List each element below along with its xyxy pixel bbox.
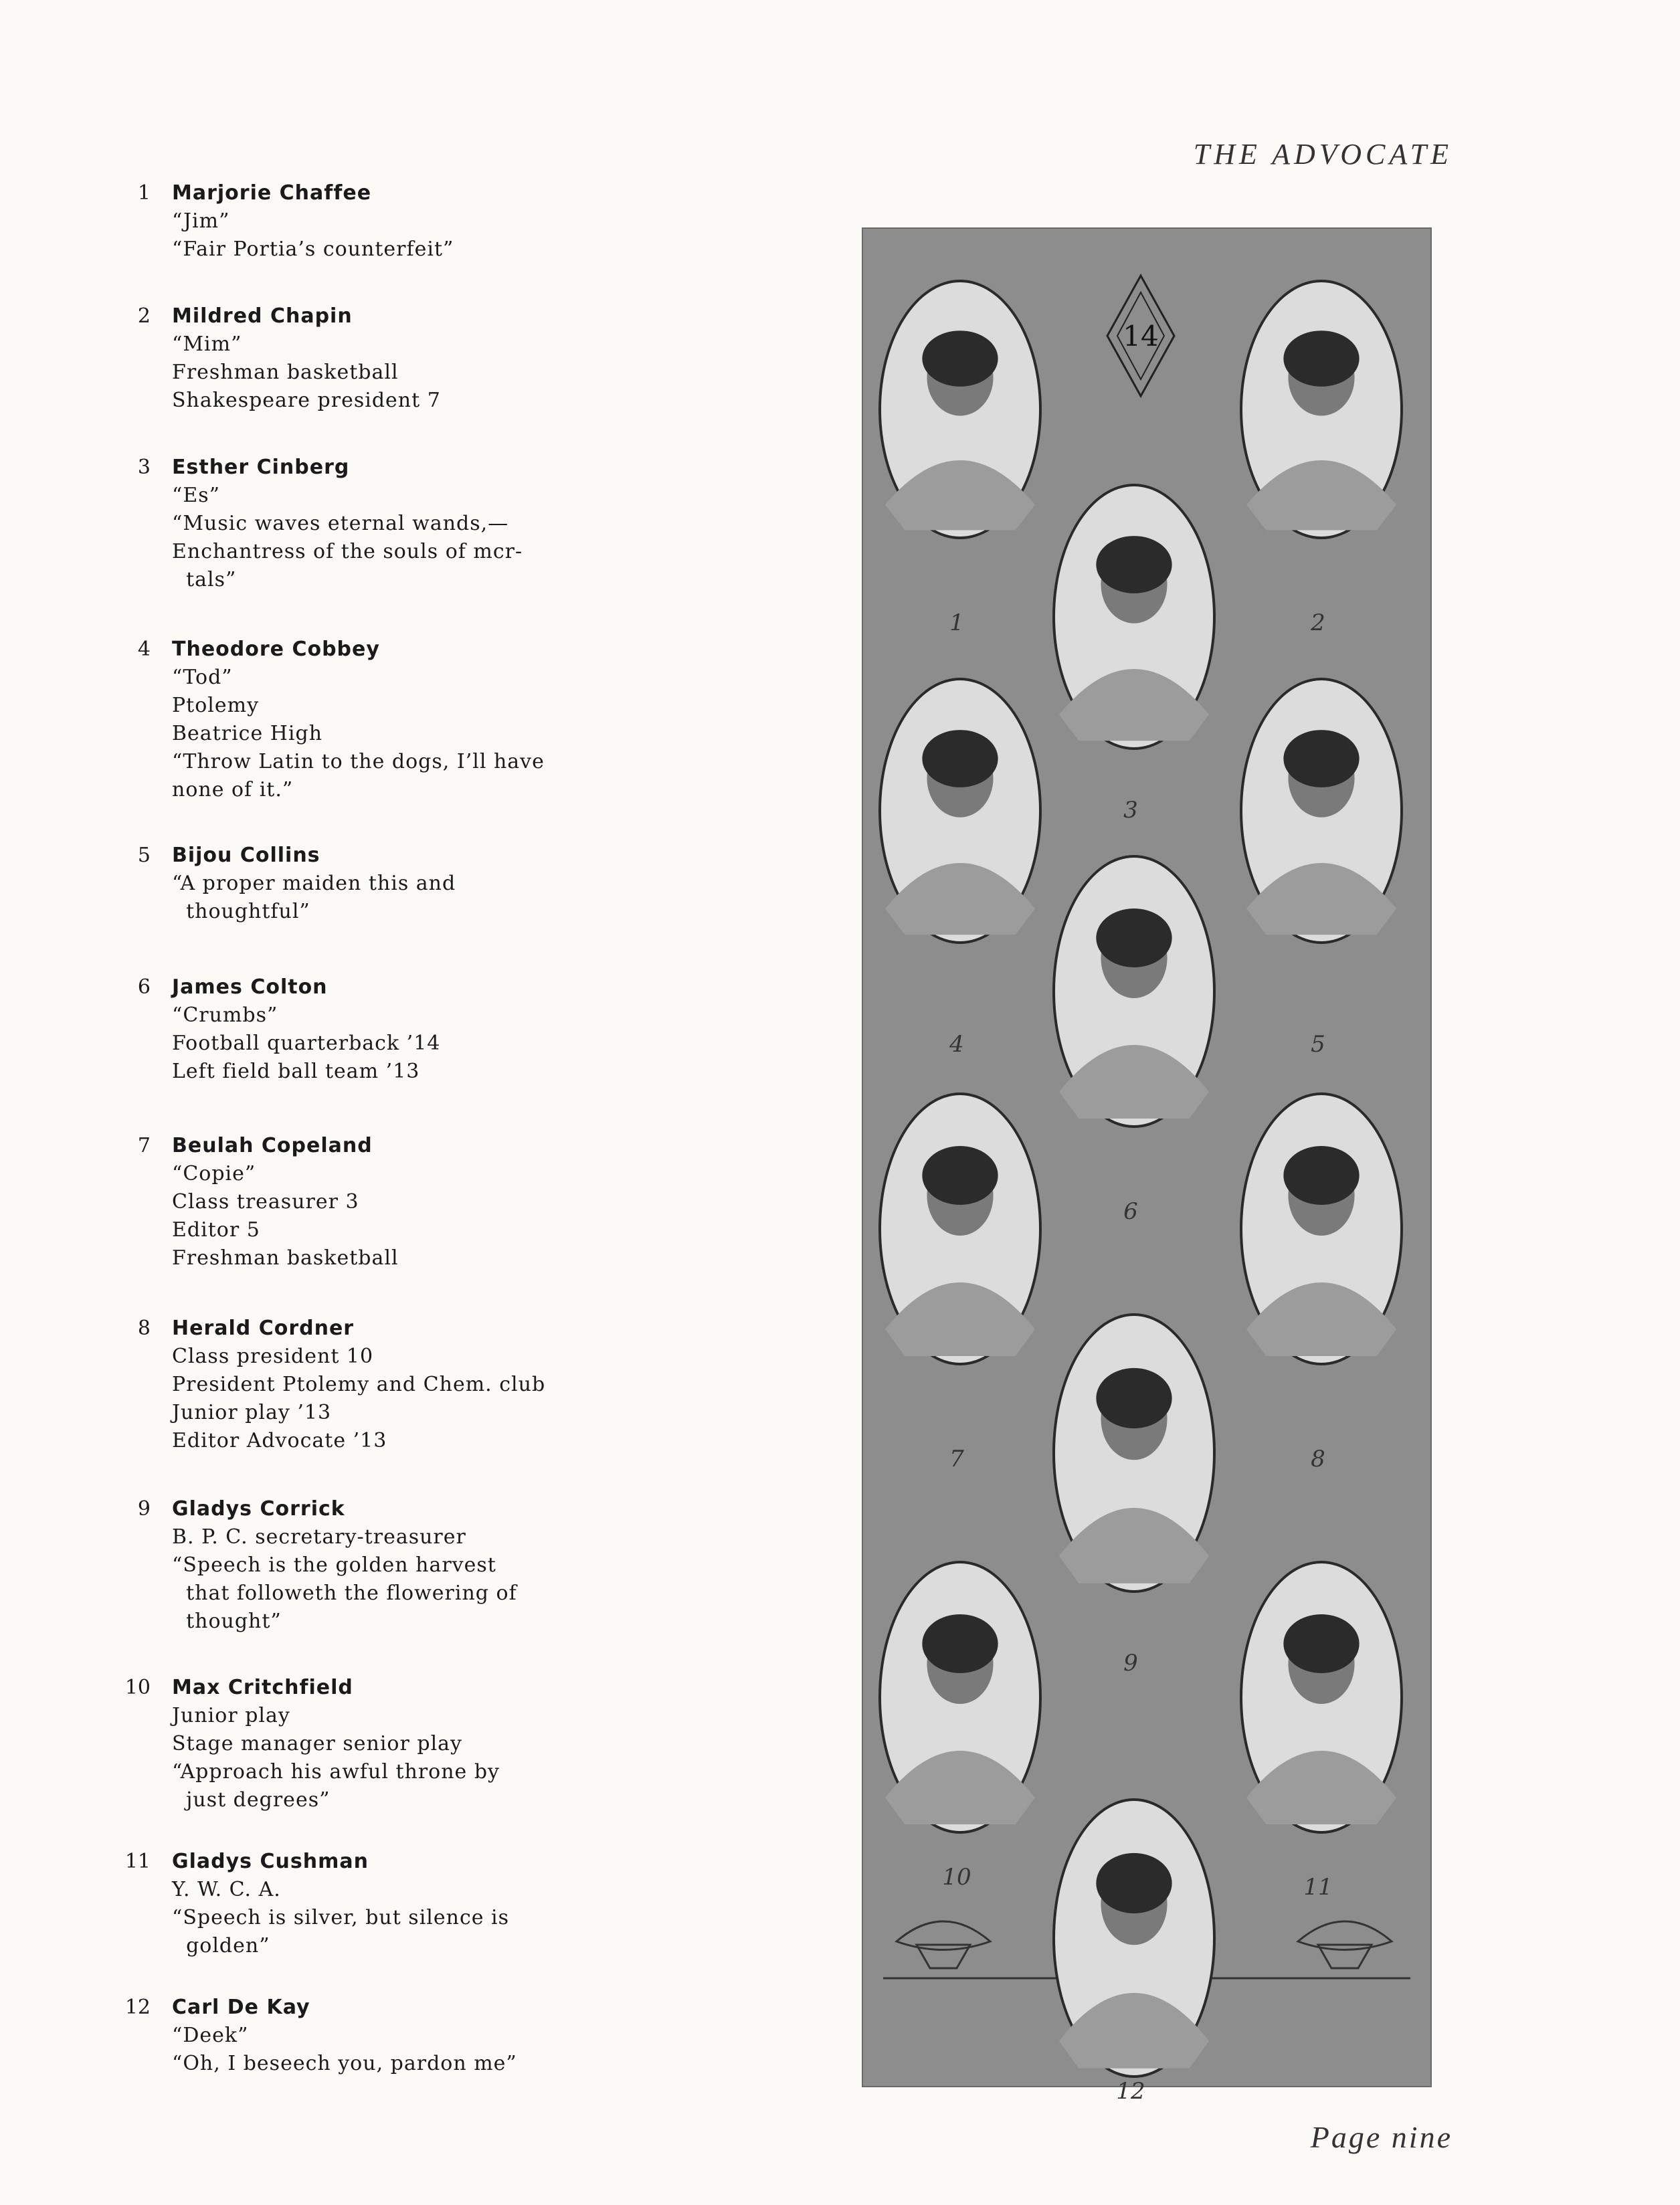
entry-number: 3 <box>137 456 151 479</box>
entry-name: Carl De Kay <box>172 1996 310 2019</box>
entry-detail-line: Junior play ’13 <box>172 1401 332 1424</box>
entry-detail-line: Y. W. C. A. <box>172 1878 281 1901</box>
portrait-12 <box>1052 1798 1216 2078</box>
entry-3 <box>117 454 559 594</box>
portrait-label: 4 <box>949 1031 964 1058</box>
entry-number: 10 <box>124 1676 151 1699</box>
entry-detail-line: just degrees” <box>172 1788 331 1812</box>
entry-11 <box>117 1848 559 1960</box>
entry-number: 11 <box>124 1850 151 1873</box>
entry-detail-line: Editor Advocate ’13 <box>172 1429 387 1452</box>
entry-detail-line: Ptolemy <box>172 694 260 717</box>
entry-name: Esther Cinberg <box>172 456 350 479</box>
entry-5 <box>117 842 559 926</box>
entry-number: 8 <box>137 1317 151 1340</box>
portrait-4 <box>878 678 1042 944</box>
entry-detail-line: “Es” <box>172 484 220 507</box>
entry-detail-line: Freshman basketball <box>172 1246 399 1270</box>
entry-number: 12 <box>124 1996 151 2019</box>
portrait-label: 12 <box>1116 2078 1145 2105</box>
collage-svg <box>863 229 1430 2105</box>
entry-detail-line: tals” <box>172 568 237 591</box>
entry-name: Theodore Cobbey <box>172 638 380 661</box>
entry-detail-line: “Copie” <box>172 1162 256 1185</box>
portrait-9 <box>1052 1313 1216 1593</box>
entry-detail-line: “Fair Portia’s counterfeit” <box>172 237 454 261</box>
entry-name: Herald Cordner <box>172 1317 355 1340</box>
entry-detail-line: President Ptolemy and Chem. club <box>172 1373 546 1396</box>
portrait-3 <box>1052 484 1216 750</box>
lamp-ornament-icon <box>897 1921 990 1978</box>
portrait-collage <box>862 227 1432 2105</box>
portrait-label: 3 <box>1123 797 1138 824</box>
entry-name: Gladys Cushman <box>172 1850 369 1873</box>
entry-name: Bijou Collins <box>172 844 320 867</box>
portrait-label: 1 <box>949 609 964 636</box>
entry-number: 9 <box>137 1497 151 1521</box>
entry-detail-line: Class president 10 <box>172 1345 374 1368</box>
entry-detail-line: “Deek” <box>172 2024 249 2047</box>
portrait-label: 11 <box>1303 1874 1333 1901</box>
entry-detail-line: golden” <box>172 1934 270 1957</box>
entry-detail-line: that followeth the flowering of <box>172 1581 517 1605</box>
portrait-label: 2 <box>1311 609 1325 636</box>
entry-10 <box>117 1674 559 1814</box>
portrait-label: 5 <box>1311 1031 1325 1058</box>
portrait-11 <box>1240 1561 1403 1834</box>
entry-detail-line: none of it.” <box>172 778 294 801</box>
entry-detail-line: “Crumbs” <box>172 1003 278 1027</box>
entry-name: Beulah Copeland <box>172 1134 373 1157</box>
portrait-label: 8 <box>1311 1446 1325 1472</box>
entry-detail-line: Editor 5 <box>172 1218 260 1242</box>
entry-detail-line: Left field ball team ’13 <box>172 1060 420 1083</box>
entry-detail-line: “Speech is silver, but silence is <box>172 1906 510 1929</box>
emblem-text: 14 <box>1123 320 1159 353</box>
entry-7 <box>117 1132 559 1272</box>
page-number: Page nine <box>1310 2120 1453 2154</box>
entry-name: James Colton <box>172 975 328 999</box>
entry-6 <box>117 973 559 1086</box>
lamp-ornament-icon <box>1298 1921 1392 1978</box>
entry-4 <box>117 636 559 804</box>
portrait-2 <box>1240 280 1403 539</box>
portrait-7 <box>878 1092 1042 1365</box>
entry-detail-line: Stage manager senior play <box>172 1732 462 1755</box>
entry-12 <box>117 1994 559 2078</box>
portrait-label: 10 <box>942 1864 971 1891</box>
portrait-label: 7 <box>949 1446 964 1472</box>
entry-detail-line: B. P. C. secretary-treasurer <box>172 1525 466 1549</box>
entry-number: 6 <box>137 975 151 999</box>
entry-name: Max Critchfield <box>172 1676 353 1699</box>
entry-detail-line: Junior play <box>172 1704 290 1727</box>
entry-2 <box>117 302 559 415</box>
entry-detail-line: “A proper maiden this and <box>172 872 456 895</box>
portrait-10 <box>878 1561 1042 1834</box>
entry-9 <box>117 1495 559 1636</box>
entry-detail-line: “Throw Latin to the dogs, I’ll have <box>172 750 545 773</box>
entry-detail-line: “Oh, I beseech you, pardon me” <box>172 2052 517 2075</box>
entry-8 <box>117 1315 559 1455</box>
entry-number: 7 <box>137 1134 151 1157</box>
entry-detail-line: “Speech is the golden harvest <box>172 1553 496 1577</box>
portrait-label: 9 <box>1123 1650 1138 1676</box>
entry-name: Mildred Chapin <box>172 304 353 328</box>
portrait-8 <box>1240 1092 1403 1365</box>
portrait-label: 6 <box>1123 1198 1138 1225</box>
entry-number: 5 <box>137 844 151 867</box>
entry-detail-line: Shakespeare president 7 <box>172 389 441 412</box>
entry-detail-line: Beatrice High <box>172 722 323 745</box>
entry-detail-line: Class treasurer 3 <box>172 1190 359 1214</box>
portrait-5 <box>1240 678 1403 944</box>
entry-detail-line: thought” <box>172 1610 282 1633</box>
entry-number: 1 <box>137 181 151 205</box>
entry-detail-line: Football quarterback ’14 <box>172 1032 441 1055</box>
entry-detail-line: Enchantress of the souls of mcr- <box>172 540 523 563</box>
portrait-6 <box>1052 855 1216 1128</box>
entry-number: 2 <box>137 304 151 328</box>
entry-detail-line: “Music waves eternal wands,— <box>172 512 509 535</box>
page-header-title: THE ADVOCATE <box>1193 138 1453 171</box>
portrait-1 <box>878 280 1042 539</box>
entry-number: 4 <box>137 638 151 661</box>
entry-name: Gladys Corrick <box>172 1497 345 1521</box>
entry-detail-line: Freshman basketball <box>172 361 399 384</box>
entry-detail-line: “Mim” <box>172 332 242 356</box>
entry-detail-line: “Jim” <box>172 209 230 233</box>
entry-1 <box>117 179 559 264</box>
entry-detail-line: “Approach his awful throne by <box>172 1760 500 1784</box>
entry-detail-line: thoughtful” <box>172 900 310 923</box>
entry-name: Marjorie Chaffee <box>172 181 372 205</box>
entry-detail-line: “Tod” <box>172 666 233 689</box>
